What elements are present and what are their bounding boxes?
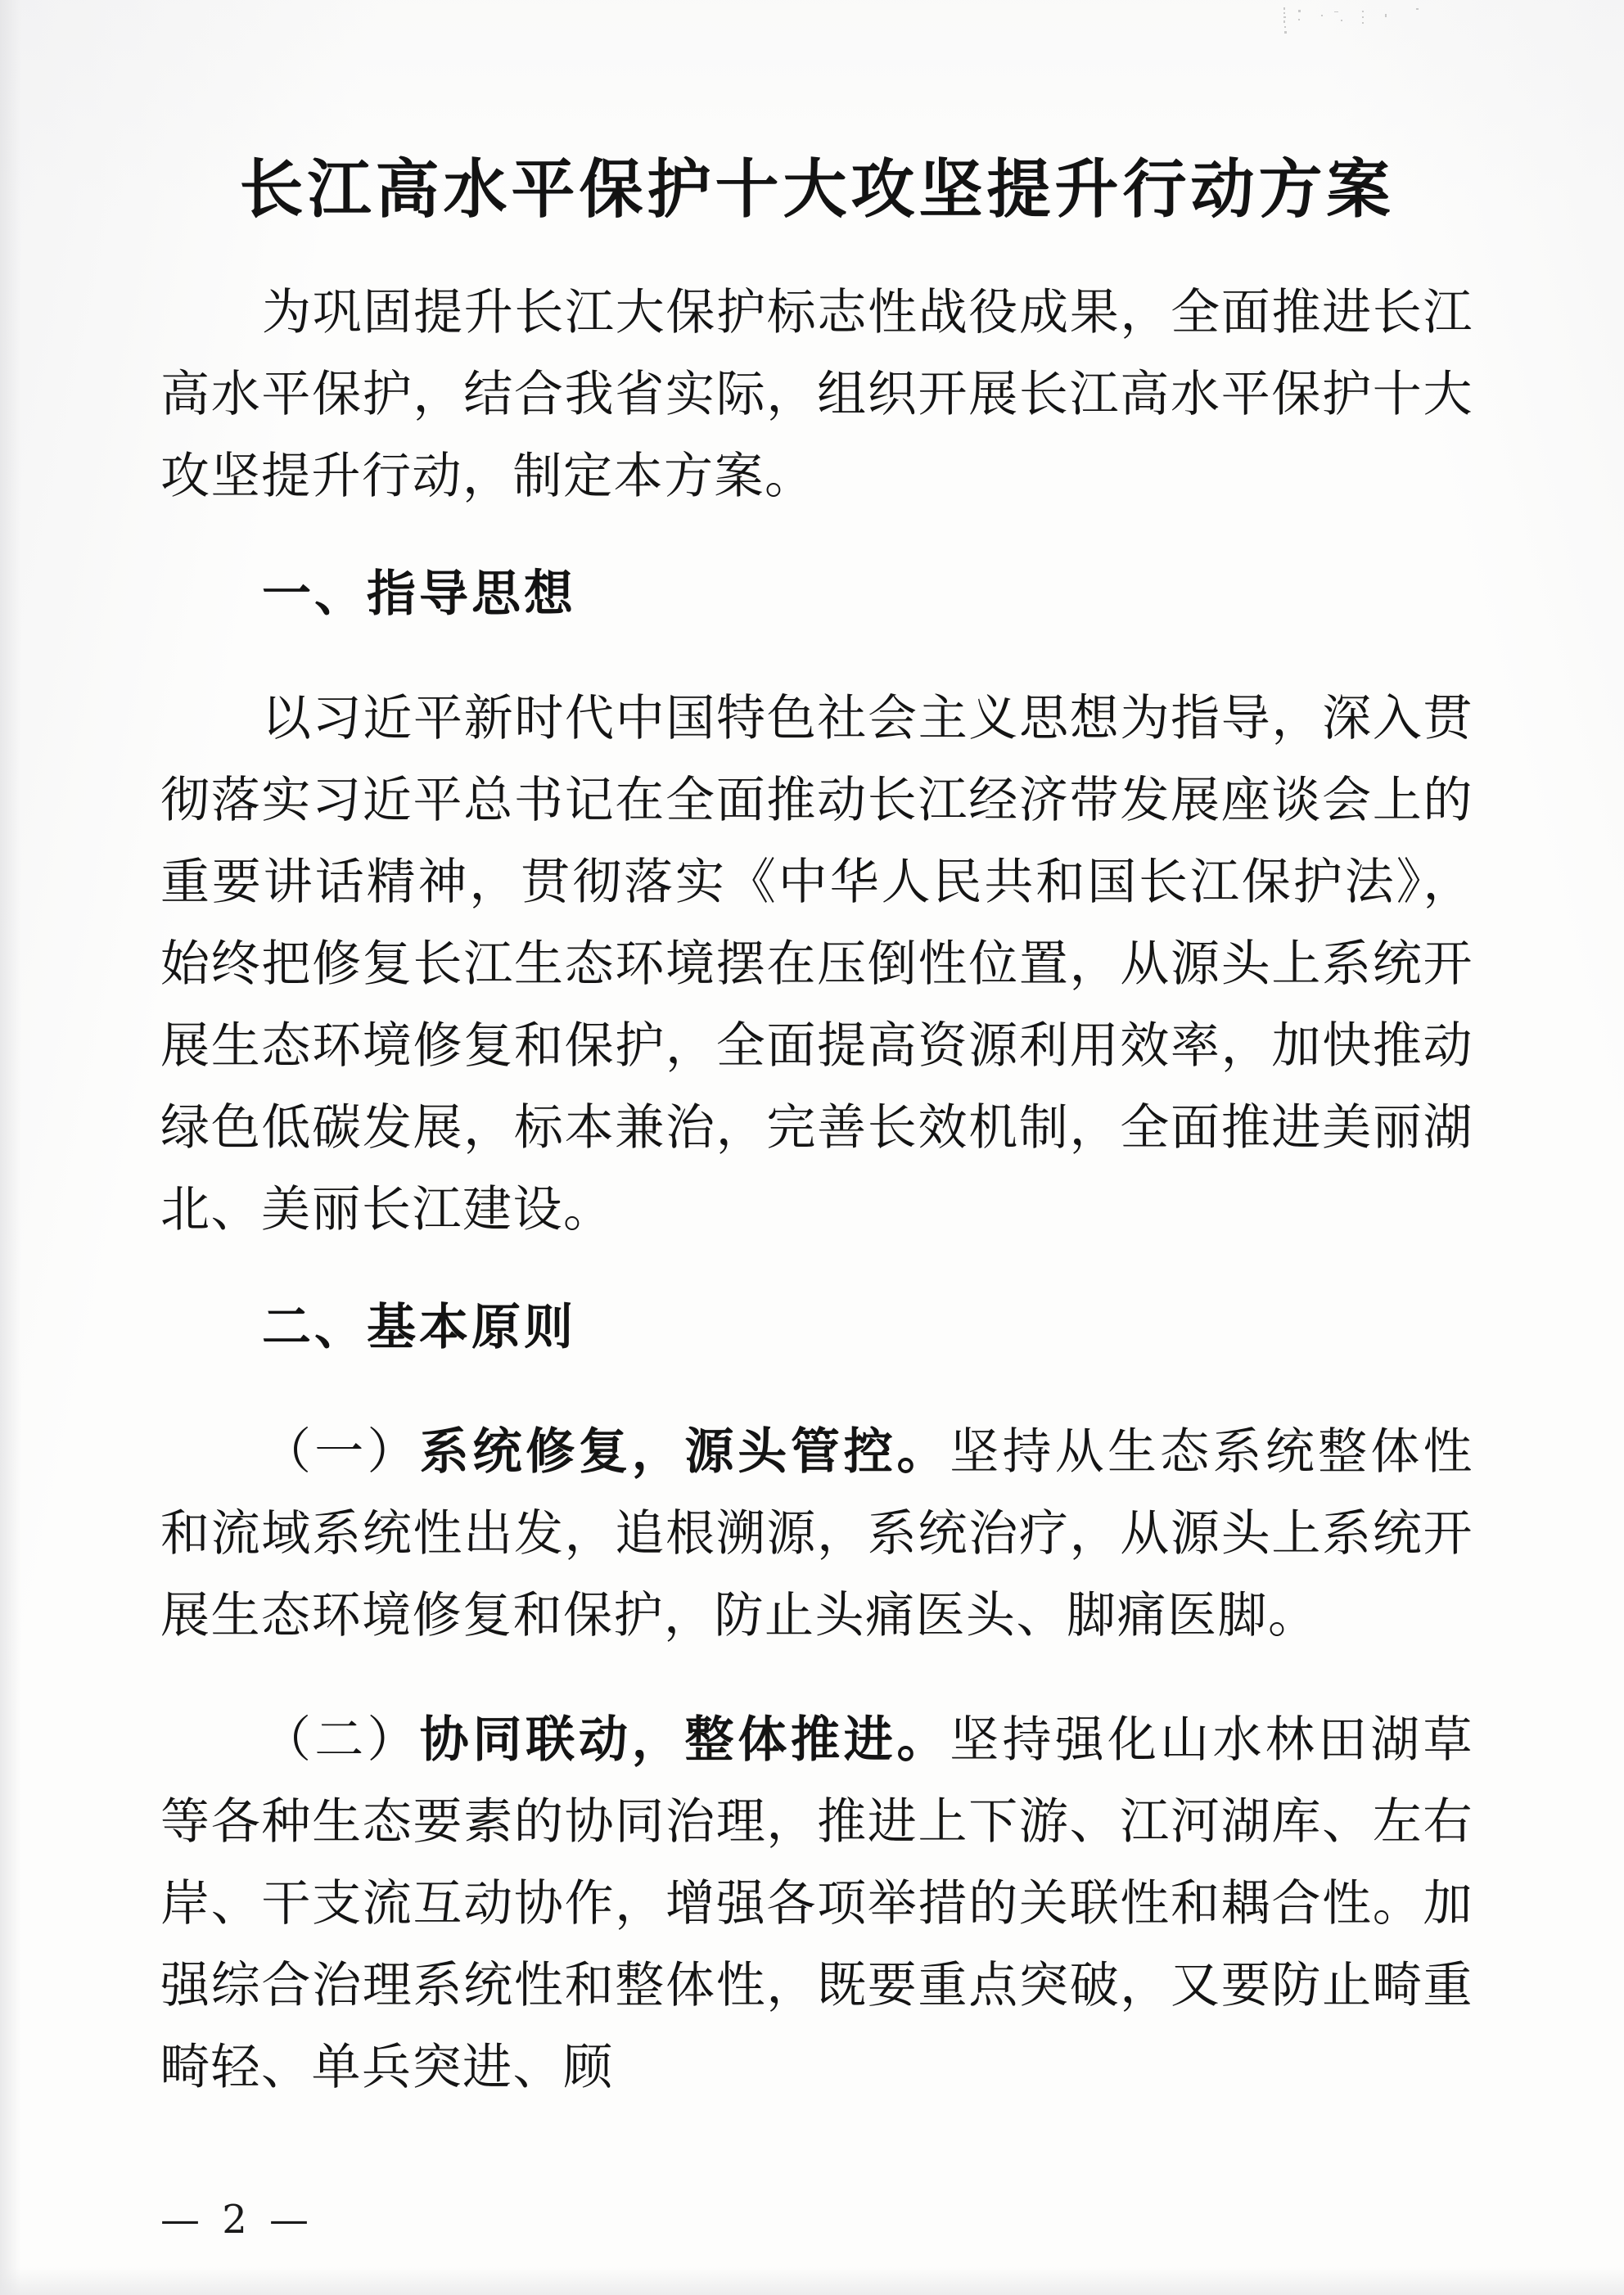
section-heading-basic-principles: 二、基本原则 xyxy=(262,1298,576,1356)
scan-edge-shadow-left xyxy=(0,0,21,2295)
principle-marker-2: （二） xyxy=(262,1711,420,1769)
principle-body-2: 坚持强化山水林田湖草等各种生态要素的协同治理，推进上下游、江河湖库、左右岸、干支流互动协作，增强各项举措的关联性和耦合性。加强综合治理系统性和整体性，既要重点突破，又要防止畸重畸轻、单兵突进、顾 xyxy=(160,1711,1473,2096)
section-heading-guiding-thought: 一、指导思想 xyxy=(262,565,576,623)
page-number-footer: — 2 — xyxy=(160,2197,314,2243)
principle-marker-1: （一） xyxy=(262,1423,420,1481)
principle-lead-2: 协同联动，整体推进。 xyxy=(419,1711,950,1769)
principle-paragraph-1 xyxy=(160,1368,1473,1657)
principle-paragraph-2 xyxy=(160,1657,1473,2108)
preamble-paragraph: 为巩固提升长江大保护标志性战役成果，全面推进长江高水平保护，结合我省实际，组织开展长江高水平保护十大攻坚提升行动，制定本方案。 xyxy=(160,283,1473,505)
section-paragraph-guiding-thought: 以习近平新时代中国特色社会主义思想为指导，深入贯彻落实习近平总书记在全面推动长江经济带发展座谈会上的重要讲话精神，贯彻落实《中华人民共和国长江保护法》，始终把修复长江生态环境摆在压倒性位置，从源头上系统开展生态环境修复和保护，全面提高资源利用效率，加快推动绿色低碳发展，标本兼治，完善长效机制，全面推进美丽湖北、美丽长江建设。 xyxy=(160,689,1473,1238)
page-title: 长江高水平保护十大攻坚提升行动方案 xyxy=(239,153,1395,227)
principle-lead-1: 系统修复，源头管控。 xyxy=(419,1423,950,1481)
scan-edge-shadow-bottom xyxy=(0,2267,1624,2295)
principle-body-1: 坚持从生态系统整体性和流域系统性出发，追根溯源，系统治疗，从源头上系统开展生态环境修复和保护，防止头痛医头、脚痛医脚。 xyxy=(160,1423,1473,1644)
document-content xyxy=(160,0,1473,2108)
